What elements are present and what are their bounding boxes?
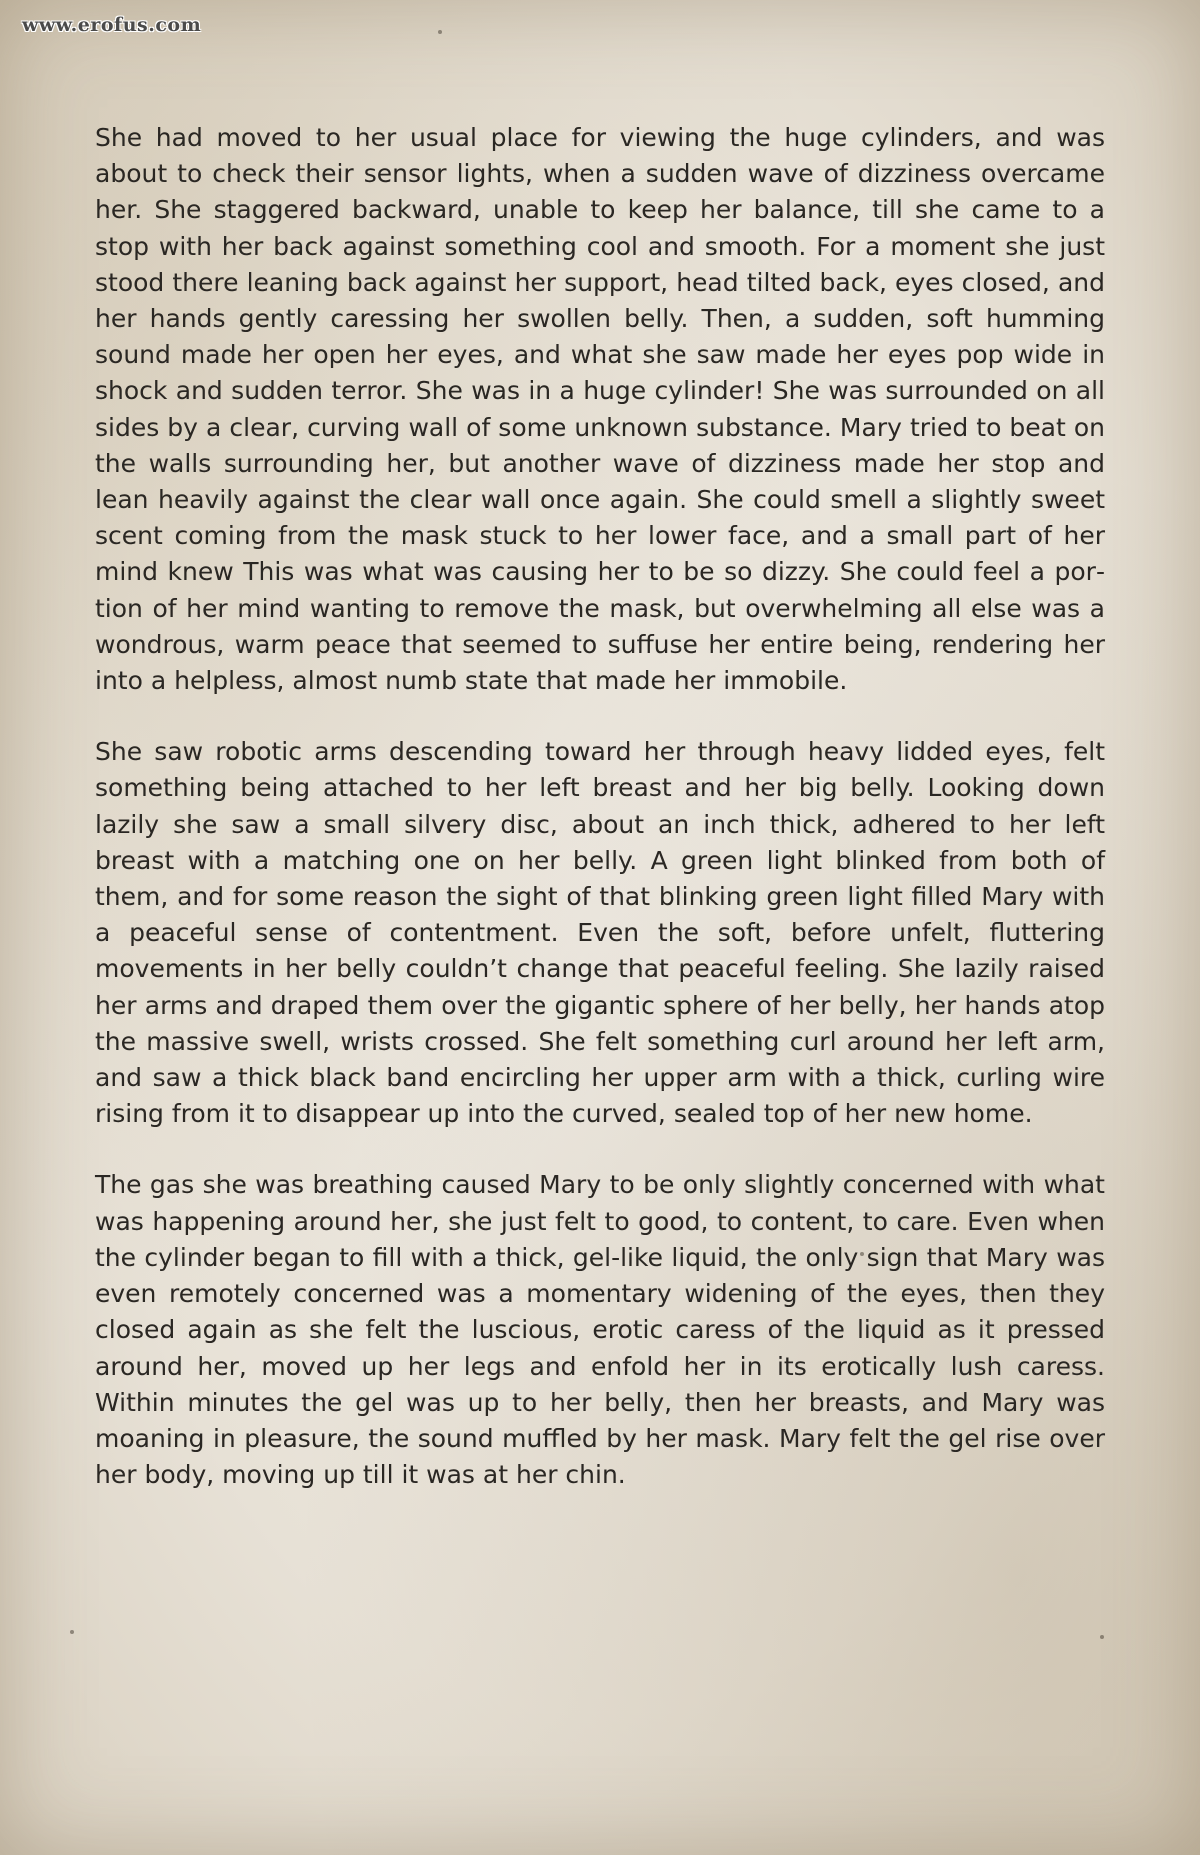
paper-speck	[70, 1630, 74, 1634]
paper-speck	[1100, 1635, 1104, 1639]
paragraph-1: She had moved to her usual place for viewing the huge cylinders, and was about to check their sensor lights, when a sudden wave of dizziness overcame her. She staggered backward, unable to keep her balance, till she came to a stop with her back against something cool and smooth. For a moment she just stood there leaning back against her support, head tilted back, eyes closed, and her hands gently caressing her swollen belly. Then, a sudden, soft humming sound made her open her eyes, and what she saw made her eyes pop wide in shock and sudden terror. She was in a huge cylinder! She was surrounded on all sides by a clear, curving wall of some unknown substance. Mary tried to beat on the walls surrounding her, but another wave of dizziness made her stop and lean heavily against the clear wall once again. She could smell a slightly sweet scent coming from the mask stuck to her lower face, and a small part of her mind knew This was what was causing her to be so dizzy. She could feel a portion of her mind wanting to remove the mask, but overwhelming all else was a wondrous, warm peace that seemed to suffuse her entire being, rendering her into a helpless, almost numb state that made her immobile.	[95, 123, 1105, 696]
site-watermark: www.erofus.com	[22, 14, 202, 36]
story-text	[95, 120, 1105, 1528]
paragraph-3: The gas she was breathing caused Mary to be only slightly concerned with what was happening around her, she just felt to good, to content, to care. Even when the cylinder began to fill with a thick, gel-like liquid, the only sign that Mary was even remotely concerned was a momentary widening of the eyes, then they closed again as she felt the luscious, erotic caress of the liquid as it pressed around her, moved up her legs and enfold her in its erotically lush caress. Within minutes the gel was up to her belly, then her breasts, and Mary was moaning in pleasure, the sound muffled by her mask. Mary felt the gel rise over her body, moving up till it was at her chin.	[95, 1170, 1105, 1490]
paper-speck	[438, 30, 442, 34]
paragraph-2: She saw robotic arms descending toward her through heavy lidded eyes, felt something being attached to her left breast and her big belly. Looking down lazily she saw a small silvery disc, about an inch thick, adhered to her left breast with a matching one on her belly. A green light blinked from both of them, and for some reason the sight of that blinking green light filled Mary with a peaceful sense of contentment. Even the soft, before unfelt, fluttering movements in her belly couldn’t change that peaceful feeling. She lazily raised her arms and draped them over the gigantic sphere of her belly, her hands atop the massive swell, wrists crossed. She felt something curl around her left arm, and saw a thick black band encircling her upper arm with a thick, curling wire rising from it to disappear up into the curved, sealed top of her new home.	[95, 737, 1105, 1129]
